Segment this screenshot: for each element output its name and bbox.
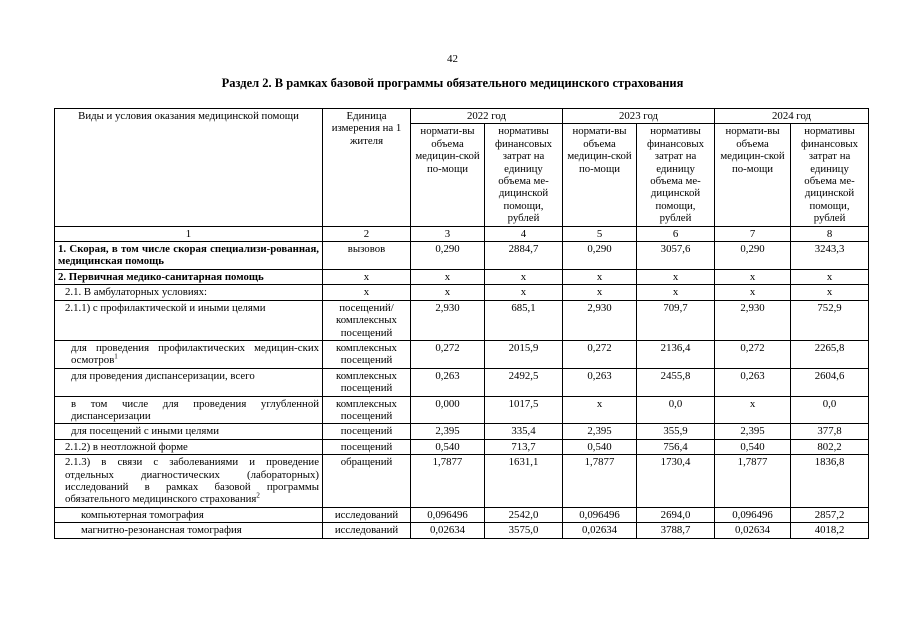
row-label: в том числе для проведения углубленной диспансеризации bbox=[55, 396, 323, 424]
table-row bbox=[55, 340, 869, 368]
row-value: 0,263 bbox=[715, 368, 791, 396]
row-value: 1,7877 bbox=[411, 455, 485, 508]
row-value: 1,7877 bbox=[715, 455, 791, 508]
row-value: 2492,5 bbox=[485, 368, 563, 396]
row-value: х bbox=[791, 269, 869, 284]
row-label: 2.1.1) с профилактической и иными целями bbox=[55, 300, 323, 340]
row-value: 2265,8 bbox=[791, 340, 869, 368]
row-value: 0,290 bbox=[715, 242, 791, 270]
row-value: 1730,4 bbox=[637, 455, 715, 508]
row-value: 0,263 bbox=[411, 368, 485, 396]
header-volume-2024: нормати-вы объема медицин-ской по-мощи bbox=[715, 124, 791, 226]
row-value: 2,395 bbox=[411, 424, 485, 439]
column-number: 1 bbox=[55, 226, 323, 241]
row-value: 2455,8 bbox=[637, 368, 715, 396]
row-value: 4018,2 bbox=[791, 523, 869, 538]
row-value: 0,0 bbox=[637, 396, 715, 424]
header-volume-2022: нормати-вы объема медицин-ской по-мощи bbox=[411, 124, 485, 226]
row-value: 0,02634 bbox=[563, 523, 637, 538]
row-value: 1017,5 bbox=[485, 396, 563, 424]
row-value: х bbox=[715, 396, 791, 424]
row-value: 709,7 bbox=[637, 300, 715, 340]
row-label bbox=[55, 340, 323, 368]
row-value: 0,02634 bbox=[411, 523, 485, 538]
header-finance-2022: нормативы финансовых затрат на единицу объема ме-дицинской помощи, рублей bbox=[485, 124, 563, 226]
row-value: 2884,7 bbox=[485, 242, 563, 270]
row-unit: комплексных посещений bbox=[323, 368, 411, 396]
row-value: 2857,2 bbox=[791, 507, 869, 522]
header-row-years bbox=[55, 109, 869, 124]
column-number: 7 bbox=[715, 226, 791, 241]
row-unit: посещений bbox=[323, 439, 411, 454]
row-value: 0,290 bbox=[411, 242, 485, 270]
row-value: 335,4 bbox=[485, 424, 563, 439]
table-row bbox=[55, 455, 869, 508]
column-number: 2 bbox=[323, 226, 411, 241]
header-year-2024: 2024 год bbox=[715, 109, 869, 124]
row-value: 0,272 bbox=[715, 340, 791, 368]
row-label: для проведения диспансеризации, всего bbox=[55, 368, 323, 396]
table-row bbox=[55, 396, 869, 424]
header-year-2023: 2023 год bbox=[563, 109, 715, 124]
header-row-numbers bbox=[55, 226, 869, 241]
footnote-marker: 2 bbox=[256, 491, 260, 500]
row-value: 0,290 bbox=[563, 242, 637, 270]
page-number: 42 bbox=[447, 53, 458, 65]
norms-table bbox=[54, 108, 869, 539]
table-row bbox=[55, 439, 869, 454]
row-value: 3243,3 bbox=[791, 242, 869, 270]
column-number: 5 bbox=[563, 226, 637, 241]
row-value: 0,272 bbox=[411, 340, 485, 368]
row-value: 3057,6 bbox=[637, 242, 715, 270]
row-label-text: для проведения профилактических медицин-ских осмотров bbox=[71, 341, 319, 367]
row-value: х bbox=[563, 269, 637, 284]
row-value: х bbox=[715, 285, 791, 300]
table-row bbox=[55, 523, 869, 538]
header-volume-2023: нормати-вы объема медицин-ской по-мощи bbox=[563, 124, 637, 226]
row-label: 2.1. В амбулаторных условиях: bbox=[55, 285, 323, 300]
header-finance-2023: нормативы финансовых затрат на единицу объема ме-дицинской помощи, рублей bbox=[637, 124, 715, 226]
row-unit: х bbox=[323, 285, 411, 300]
row-value: 355,9 bbox=[637, 424, 715, 439]
column-number: 6 bbox=[637, 226, 715, 241]
row-value: 756,4 bbox=[637, 439, 715, 454]
row-value: 2542,0 bbox=[485, 507, 563, 522]
row-value: 3788,7 bbox=[637, 523, 715, 538]
table-row bbox=[55, 285, 869, 300]
row-value: 0,000 bbox=[411, 396, 485, 424]
row-label: магнитно-резонансная томография bbox=[55, 523, 323, 538]
row-value: х bbox=[485, 285, 563, 300]
row-value: 0,263 bbox=[563, 368, 637, 396]
row-value: 377,8 bbox=[791, 424, 869, 439]
row-value: 0,0 bbox=[791, 396, 869, 424]
table-row bbox=[55, 242, 869, 270]
row-value: х bbox=[485, 269, 563, 284]
column-number: 4 bbox=[485, 226, 563, 241]
row-value: 2,930 bbox=[715, 300, 791, 340]
row-label: 2.1.2) в неотложной форме bbox=[55, 439, 323, 454]
section-heading: Раздел 2. В рамках базовой программы обязательного медицинского страхования bbox=[221, 76, 684, 90]
row-unit: исследований bbox=[323, 507, 411, 522]
row-label: для посещений с иными целями bbox=[55, 424, 323, 439]
row-label: 2. Первичная медико-санитарная помощь bbox=[55, 269, 323, 284]
column-number: 3 bbox=[411, 226, 485, 241]
row-value: х bbox=[411, 269, 485, 284]
row-value: 2694,0 bbox=[637, 507, 715, 522]
row-value: 0,540 bbox=[715, 439, 791, 454]
row-unit: х bbox=[323, 269, 411, 284]
row-value: 2,930 bbox=[411, 300, 485, 340]
row-unit: посещений bbox=[323, 424, 411, 439]
row-value: 1631,1 bbox=[485, 455, 563, 508]
row-value: х bbox=[637, 269, 715, 284]
row-value: 0,096496 bbox=[563, 507, 637, 522]
row-value: 0,096496 bbox=[411, 507, 485, 522]
row-value: 3575,0 bbox=[485, 523, 563, 538]
row-label: компьютерная томография bbox=[55, 507, 323, 522]
table-row bbox=[55, 424, 869, 439]
row-value: 2,395 bbox=[715, 424, 791, 439]
row-unit: комплексных посещений bbox=[323, 396, 411, 424]
row-value: 685,1 bbox=[485, 300, 563, 340]
row-label-text: 2.1.3) в связи с заболеваниями и проведение отдельных диагностических (лабораторных) исследований в рамках базовой программы обязательного медицинского страхования bbox=[65, 456, 319, 506]
row-value: х bbox=[411, 285, 485, 300]
row-value: 713,7 bbox=[485, 439, 563, 454]
row-unit: обращений bbox=[323, 455, 411, 508]
row-unit: комплексных посещений bbox=[323, 340, 411, 368]
row-unit: вызовов bbox=[323, 242, 411, 270]
row-value: 1,7877 bbox=[563, 455, 637, 508]
row-value: 2015,9 bbox=[485, 340, 563, 368]
header-finance-2024: нормативы финансовых затрат на единицу объема ме-дицинской помощи, рублей bbox=[791, 124, 869, 226]
table-row bbox=[55, 507, 869, 522]
row-value: 0,096496 bbox=[715, 507, 791, 522]
row-value: 0,02634 bbox=[715, 523, 791, 538]
row-label: 1. Скорая, в том числе скорая специализи-рованная, медицинская помощь bbox=[55, 242, 323, 270]
header-type: Виды и условия оказания медицинской помощи bbox=[55, 109, 323, 227]
row-value: 0,540 bbox=[563, 439, 637, 454]
row-value: х bbox=[563, 396, 637, 424]
footnote-marker: 1 bbox=[114, 352, 118, 361]
row-value: 0,272 bbox=[563, 340, 637, 368]
column-number: 8 bbox=[791, 226, 869, 241]
row-value: 2604,6 bbox=[791, 368, 869, 396]
row-value: 802,2 bbox=[791, 439, 869, 454]
row-unit: исследований bbox=[323, 523, 411, 538]
row-value: х bbox=[791, 285, 869, 300]
row-value: 1836,8 bbox=[791, 455, 869, 508]
row-value: х bbox=[715, 269, 791, 284]
row-value: 2,930 bbox=[563, 300, 637, 340]
row-value: 2136,4 bbox=[637, 340, 715, 368]
table-row bbox=[55, 269, 869, 284]
row-value: 0,540 bbox=[411, 439, 485, 454]
row-value: х bbox=[637, 285, 715, 300]
row-value: 752,9 bbox=[791, 300, 869, 340]
row-value: х bbox=[563, 285, 637, 300]
row-unit: посещений/ комплексных посещений bbox=[323, 300, 411, 340]
table-row bbox=[55, 368, 869, 396]
row-label bbox=[55, 455, 323, 508]
header-year-2022: 2022 год bbox=[411, 109, 563, 124]
table-row bbox=[55, 300, 869, 340]
row-value: 2,395 bbox=[563, 424, 637, 439]
header-unit: Единица измерения на 1 жителя bbox=[323, 109, 411, 227]
